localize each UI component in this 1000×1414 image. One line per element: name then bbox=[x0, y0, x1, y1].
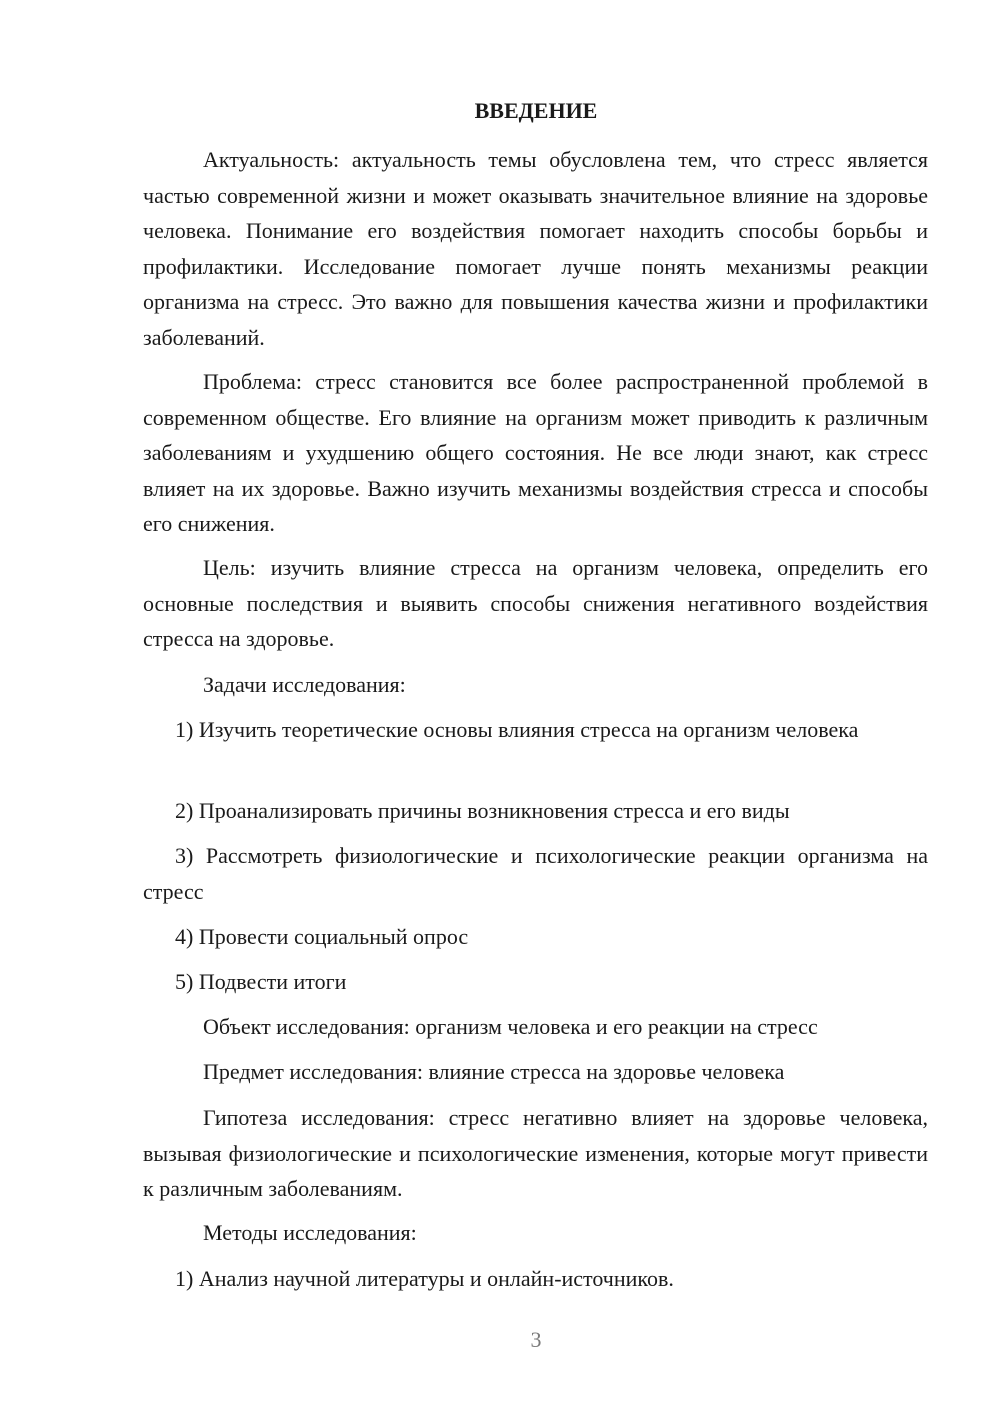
relevance-paragraph: Актуальность: актуальность темы обусловлена тем, что стресс является частью современной жизни и может оказывать значительное влияние на здоровье человека. Понимание его воздействия помогает находить способы борьбы и профилактики. Исследование помогает лучше понять механизмы реакции организма на стресс. Это важно для повышения качества жизни и профилактики заболеваний. bbox=[143, 147, 928, 350]
page-number: 3 bbox=[530, 1327, 542, 1352]
goal-paragraph: Цель: изучить влияние стресса на организм человека, определить его основные последствия и выявить способы снижения негативного воздействия стресса на здоровье. bbox=[143, 555, 928, 651]
task-item-4: 4) Провести социальный опрос bbox=[175, 924, 469, 949]
task-item-1: 1) Изучить теоретические основы влияния стресса на организм человека bbox=[175, 717, 859, 742]
hypothesis-paragraph: Гипотеза исследования: стресс негативно влияет на здоровье человека, вызывая физиологические и психологические изменения, которые могут привести к различным заболеваниям. bbox=[143, 1105, 928, 1201]
task-item-3: 3) Рассмотреть физиологические и психологические реакции организма на стресс bbox=[143, 843, 928, 904]
page-title: ВВЕДЕНИЕ bbox=[474, 98, 598, 123]
tasks-heading: Задачи исследования: bbox=[203, 672, 406, 697]
task-item-2: 2) Проанализировать причины возникновения стресса и его виды bbox=[175, 798, 790, 823]
task-item-5: 5) Подвести итоги bbox=[175, 969, 347, 994]
method-item-1: 1) Анализ научной литературы и онлайн-источников. bbox=[175, 1266, 674, 1291]
object-paragraph: Объект исследования: организм человека и его реакции на стресс bbox=[203, 1014, 818, 1039]
problem-paragraph: Проблема: стресс становится все более распространенной проблемой в современном обществе. Его влияние на организм может приводить к различным заболеваниям и ухудшению общего состояния. Не все люди знают, как стресс влияет на их здоровье. Важно изучить механизмы воздействия стресса и способы его снижения. bbox=[143, 369, 928, 536]
methods-heading: Методы исследования: bbox=[203, 1220, 417, 1245]
subject-paragraph: Предмет исследования: влияние стресса на здоровье человека bbox=[203, 1059, 785, 1084]
